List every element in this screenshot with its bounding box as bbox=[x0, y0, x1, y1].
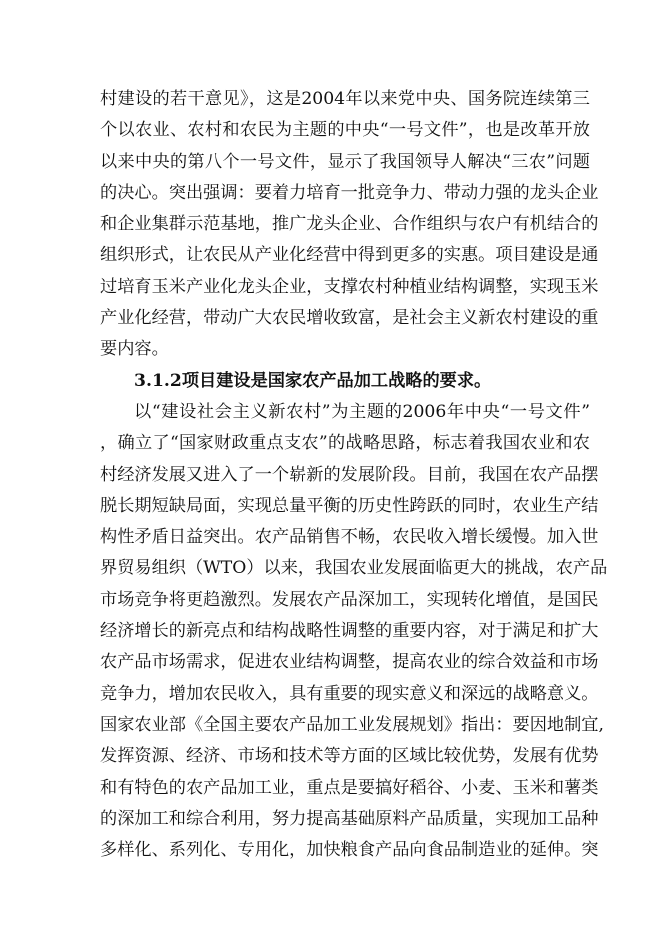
text-line: ，确立了“国家财政重点支农”的战略思路，标志着我国农业和农 bbox=[100, 433, 590, 454]
text-line: 脱长期短缺局面，实现总量平衡的历史性跨跃的同时，农业生产结 bbox=[100, 495, 599, 516]
text-line: 农产品市场需求，促进农业结构调整，提高农业的综合效益和市场 bbox=[100, 652, 599, 673]
text-line: 组织形式，让农民从产业化经营中得到更多的实惠。项目建设是通 bbox=[100, 245, 599, 266]
paragraph-processing-strategy bbox=[100, 397, 608, 866]
text-line: 的决心。突出强调：要着力培育一批竞争力、带动力强的龙头企业 bbox=[100, 182, 599, 203]
text-line: 村建设的若干意见》，这是2004年以来党中央、国务院连续第三 bbox=[100, 89, 590, 109]
text-line: 市场竞争将更趋激烈。发展农产品深加工，实现转化增值，是国民 bbox=[100, 589, 599, 610]
text-line: 个以农业、农村和农民为主题的中央“一号文件”，也是改革开放 bbox=[100, 120, 590, 141]
text-line: 村经济发展又进入了一个崭新的发展阶段。目前，我国在农产品摆 bbox=[100, 464, 599, 485]
text-line: 以来中央的第八个一号文件，显示了我国领导人解决“三农”问题 bbox=[100, 151, 590, 172]
text-line: 构性矛盾日益突出。农产品销售不畅，农民收入增长缓慢。加入世 bbox=[100, 527, 599, 548]
text-line: 经济增长的新亮点和结构战略性调整的重要内容，对于满足和扩大 bbox=[100, 621, 599, 642]
paragraph-rural-policy bbox=[100, 84, 599, 366]
text-line: 发挥资源、经济、市场和技术等方面的区域比较优势，发展有优势 bbox=[100, 746, 599, 767]
text-line: 多样化、系列化、专用化，加快粮食产品向食品制造业的延伸。突 bbox=[100, 840, 599, 861]
text-line: 国家农业部《全国主要农产品加工业发展规划》指出：要因地制宜, bbox=[100, 714, 604, 735]
section-heading: 3.1.2项目建设是国家农产品加工战略的要求。 bbox=[134, 370, 492, 391]
text-line: 竞争力，增加农民收入，具有重要的现实意义和深远的战略意义。 bbox=[100, 683, 599, 704]
text-line: 界贸易组织（WTO）以来，我国农业发展面临更大的挑战，农产品 bbox=[100, 558, 608, 579]
text-line: 以“建设社会主义新农村”为主题的2006年中央“一号文件” bbox=[134, 401, 590, 422]
text-line: 要内容。 bbox=[100, 339, 169, 360]
document-body bbox=[100, 84, 608, 866]
text-line: 的深加工和综合利用，努力提高基础原料产品质量，实现加工品种 bbox=[100, 808, 599, 829]
text-line: 产业化经营，带动广大农民增收致富，是社会主义新农村建设的重 bbox=[100, 308, 599, 329]
text-line: 和企业集群示范基地，推广龙头企业、合作组织与农户有机结合的 bbox=[100, 214, 599, 235]
text-line: 和有特色的农产品加工业，重点是要搞好稻谷、小麦、玉米和薯类 bbox=[100, 777, 599, 798]
text-line: 过培育玉米产业化龙头企业，支撑农村种植业结构调整，实现玉米 bbox=[100, 276, 599, 297]
